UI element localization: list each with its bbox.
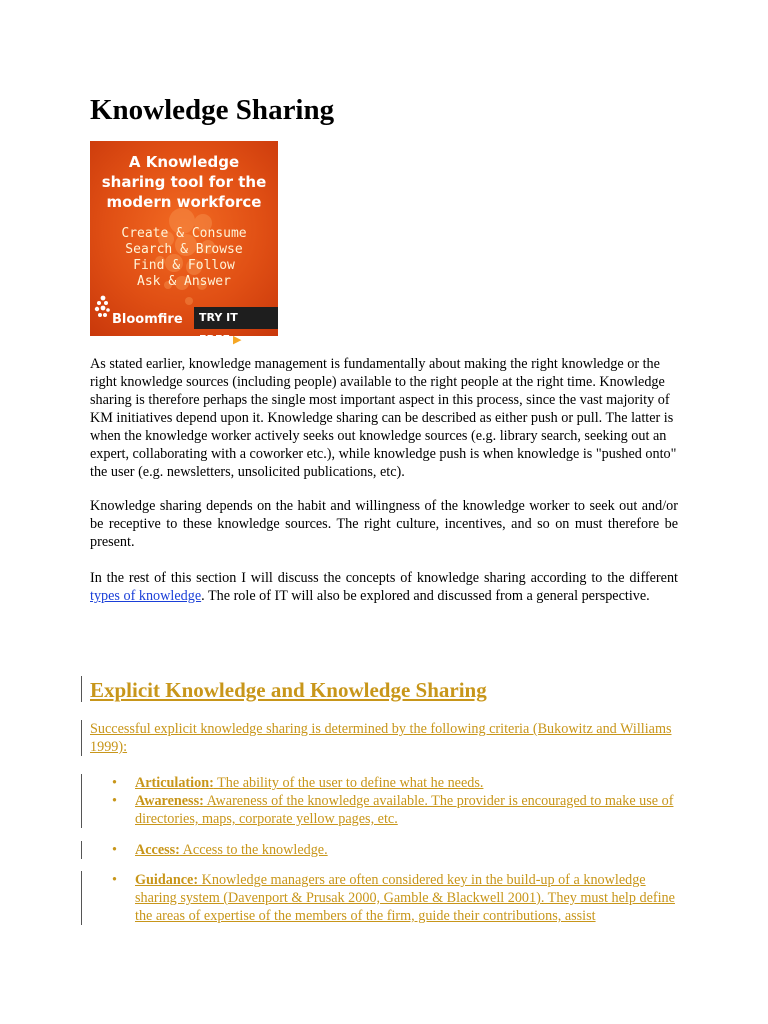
paragraph-intro: As stated earlier, knowledge management is fundamentally about making the right knowledge or the right knowledge sources (including people) available to the right people at the right time. Knowledge sharing is therefore perhaps the single most important aspect in this process, since the vast majority of KM initiatives depend upon it. Knowledge sharing can be described as either push or pull. The latter is when the knowledge worker actively seeks out knowledge sources (e.g. library search, seeking out an expert, collaborating with a coworker etc.), while knowledge push is when knowledge is "pushed onto" the user (e.g. newsletters, unsolicited publications, etc).: [90, 356, 677, 480]
paragraph-rest-of-section: [90, 569, 678, 605]
bloomfire-logo-icon: [93, 294, 113, 322]
cta-label: TRY IT FREE: [199, 311, 238, 346]
list-item: [90, 774, 678, 792]
ad-feature-list: [90, 226, 278, 290]
change-bar: [81, 871, 82, 925]
paragraph-text: . The role of IT will also be explored and discussed from a general perspective.: [201, 588, 650, 604]
criterion-text: Knowledge managers are often considered key in the build-up of a knowledge sharing system (Davenport & Prusak 2000, Gamble & Blackwell 2001). They must help define the areas of expertise of the members of the firm, guide their contributions, assist: [135, 872, 675, 924]
ad-headline-line: modern workforce: [106, 193, 262, 211]
paragraph-habit: Knowledge sharing depends on the habit and willingness of the knowledge worker to seek out and/or be receptive to these knowledge sources. The right culture, incentives, and so on must therefore be present.: [90, 498, 678, 550]
criteria-list: [90, 841, 678, 859]
try-it-free-button[interactable]: [194, 307, 278, 346]
criterion-term: Awareness:: [135, 793, 204, 809]
list-item: [90, 871, 678, 925]
criterion-term: Articulation:: [135, 775, 214, 791]
bullet-icon: •: [112, 872, 117, 888]
bullet-icon: •: [112, 775, 117, 791]
ad-feature-item: Find & Follow: [133, 258, 235, 273]
criterion-term: Guidance:: [135, 872, 199, 888]
ad-feature-item: Create & Consume: [121, 226, 247, 241]
change-bar: [81, 841, 82, 859]
change-bar: [81, 676, 82, 702]
criteria-list: [90, 871, 678, 925]
list-item: [90, 841, 678, 859]
criterion-text: Access to the knowledge.: [179, 842, 328, 858]
bullet-icon: •: [112, 793, 117, 809]
criterion-text: Awareness of the knowledge available. The provider is encouraged to make use of directories, maps, corporate yellow pages, etc.: [135, 793, 674, 827]
list-item: [90, 792, 678, 828]
types-of-knowledge-link[interactable]: types of knowledge: [90, 588, 202, 604]
bloomfire-ad-banner[interactable]: [90, 141, 278, 346]
play-triangle-icon: ▶: [233, 333, 242, 346]
bullet-icon: •: [112, 842, 117, 858]
ad-headline-line: sharing tool for the: [101, 173, 267, 191]
ad-feature-item: Search & Browse: [125, 242, 243, 257]
ad-brand-name: Bloomfire: [112, 312, 183, 327]
criteria-intro: Successful explicit knowledge sharing is determined by the following criteria (Bukowitz and Williams 1999):: [90, 721, 672, 755]
page-title: Knowledge Sharing: [90, 94, 335, 126]
change-bar: [81, 720, 82, 756]
section-heading: Explicit Knowledge and Knowledge Sharing: [90, 678, 487, 702]
criteria-list: [90, 774, 678, 828]
ad-headline-line: A Knowledge: [128, 153, 240, 171]
criterion-text: The ability of the user to define what he needs.: [213, 775, 484, 791]
change-bar: [81, 774, 82, 828]
paragraph-text: In the rest of this section I will discuss the concepts of knowledge sharing according to the different: [90, 570, 678, 586]
ad-feature-item: Ask & Answer: [137, 274, 231, 289]
ad-headline: [90, 152, 278, 212]
criterion-term: Access:: [135, 842, 180, 858]
